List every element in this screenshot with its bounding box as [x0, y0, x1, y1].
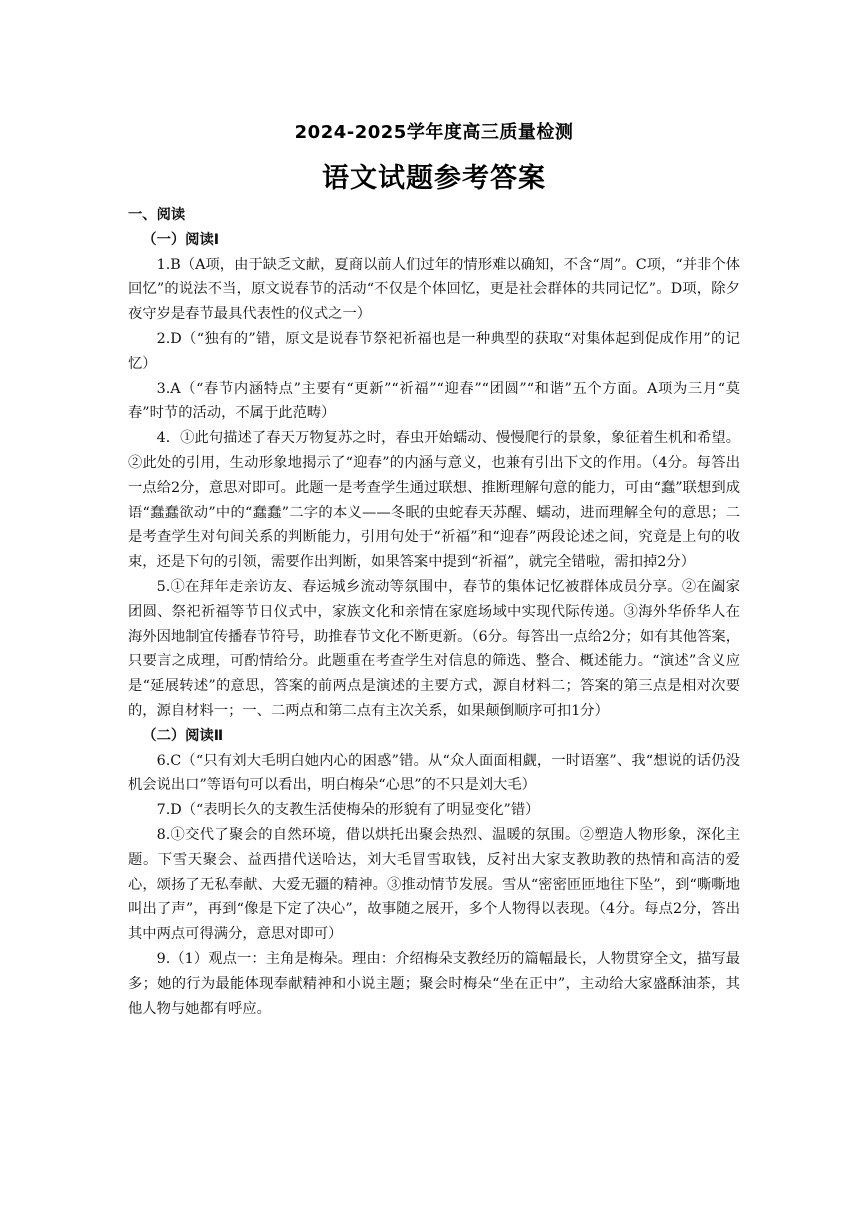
document-subtitle: 2024-2025学年度高三质量检测 — [294, 122, 574, 143]
answer-q3: 3.A（“春节内涵特点”主要有“更新”“祈福”“迎春”“团圆”“和谐”五个方面。A项为三月“莫春”时节的活动，不属于此范畴） — [128, 380, 740, 422]
subsection-heading-reading-2: （二）阅读Ⅱ — [142, 727, 224, 744]
answer-q8: 8.①交代了聚会的自然环境，借以烘托出聚会热烈、温暖的氛围。②塑造人物形象，深化主题。下雪天聚会、益西措代送哈达，刘大毛冒雪取钱，反衬出大家支教助教的热情和高洁的爱心，颂扬了无私奉献、大爱无疆的精神。③推动情节发展。雪从“密密匝匝地往下坠”，到“嘶嘶地叫出了声”，再到“像是下定了决心”，故事随之展开，多个人物得以表现。（4分。每点2分，答出其中两点可得满分，意思对即可） — [128, 826, 740, 943]
answer-q4: 4．①此句描述了春天万物复苏之时，春虫开始蠕动、慢慢爬行的景象，象征着生机和希望。②此处的引用，生动形象地揭示了“迎春”的内涵与意义，也兼有引出下文的作用。（4分。每答出一点给2分，意思对即可。此题一是考查学生通过联想、推断理解句意的能力，可由“蠢”联想到成语“蠢蠢欲动”中的“蠢蠢”二字的本义——冬眠的虫蛇春天苏醒、蠕动，进而理解全句的意思；二是考查学生对句间关系的判断能力，引用句处于“祈福”和“迎春”两段论述之间，究竟是上句的收束，还是下句的引领，需要作出判断，如果答案中提到“祈福”，就完全错啦，需扣掉2分） — [128, 430, 740, 571]
section-heading-reading: 一、阅读 — [128, 207, 186, 223]
answer-q5: 5.①在拜年走亲访友、春运城乡流动等氛围中，春节的集体记忆被群体成员分享。②在阖家团圆、祭祀祈福等节日仪式中，家族文化和亲情在家庭场域中实现代际传递。③海外华侨华人在海外因地制宜传播春节符号，助推春节文化不断更新。（6分。每答出一点给2分；如有其他答案，只要言之成理，可酌情给分。此题重在考查学生对信息的筛选、整合、概述能力。“演述”含义应是“延展转述”的意思，答案的前两点是演述的主要方式，源自材料二；答案的第三点是相对次要的，源自材料一；一、二两点和第二点有主次关系，如果颠倒顺序可扣1分） — [128, 578, 740, 719]
answer-q9: 9.（1）观点一：主角是梅朵。理由：介绍梅朵支教经历的篇幅最长，人物贯穿全文，描写最多；她的行为最能体现奉献精神和小说主题；聚会时梅朵“坐在正中”，主动给大家盛酥油茶，其他人物与她都有呼应。 — [128, 950, 740, 1017]
answer-q6: 6.C（“只有刘大毛明白她内心的困惑”错。从“众人面面相觑，一时语塞”、我“想说的话仍没机会说出口”等语句可以看出，明白梅朵“心思”的不只是刘大毛） — [128, 752, 740, 794]
answer-q7: 7.D（“表明长久的支教生活使梅朵的形貌有了明显变化”错） — [156, 802, 540, 819]
answer-body — [128, 203, 740, 1021]
subsection-heading-reading-1: （一）阅读Ⅰ — [142, 231, 220, 248]
document-title: 语文试题参考答案 — [322, 163, 546, 194]
answer-q2: 2.D（“独有的”错，原文是说春节祭祀祈福也是一种典型的获取“对集体起到促成作用”的记忆） — [128, 330, 740, 372]
answer-q1: 1.B（A项，由于缺乏文献，夏商以前人们过年的情形难以确知，不含“周”。C项，“并非个体回忆”的说法不当，原文说春节的活动“不仅是个体回忆，更是社会群体的共同记忆”。D项，除夕夜守岁是春节最具代表性的仪式之一） — [128, 256, 740, 323]
